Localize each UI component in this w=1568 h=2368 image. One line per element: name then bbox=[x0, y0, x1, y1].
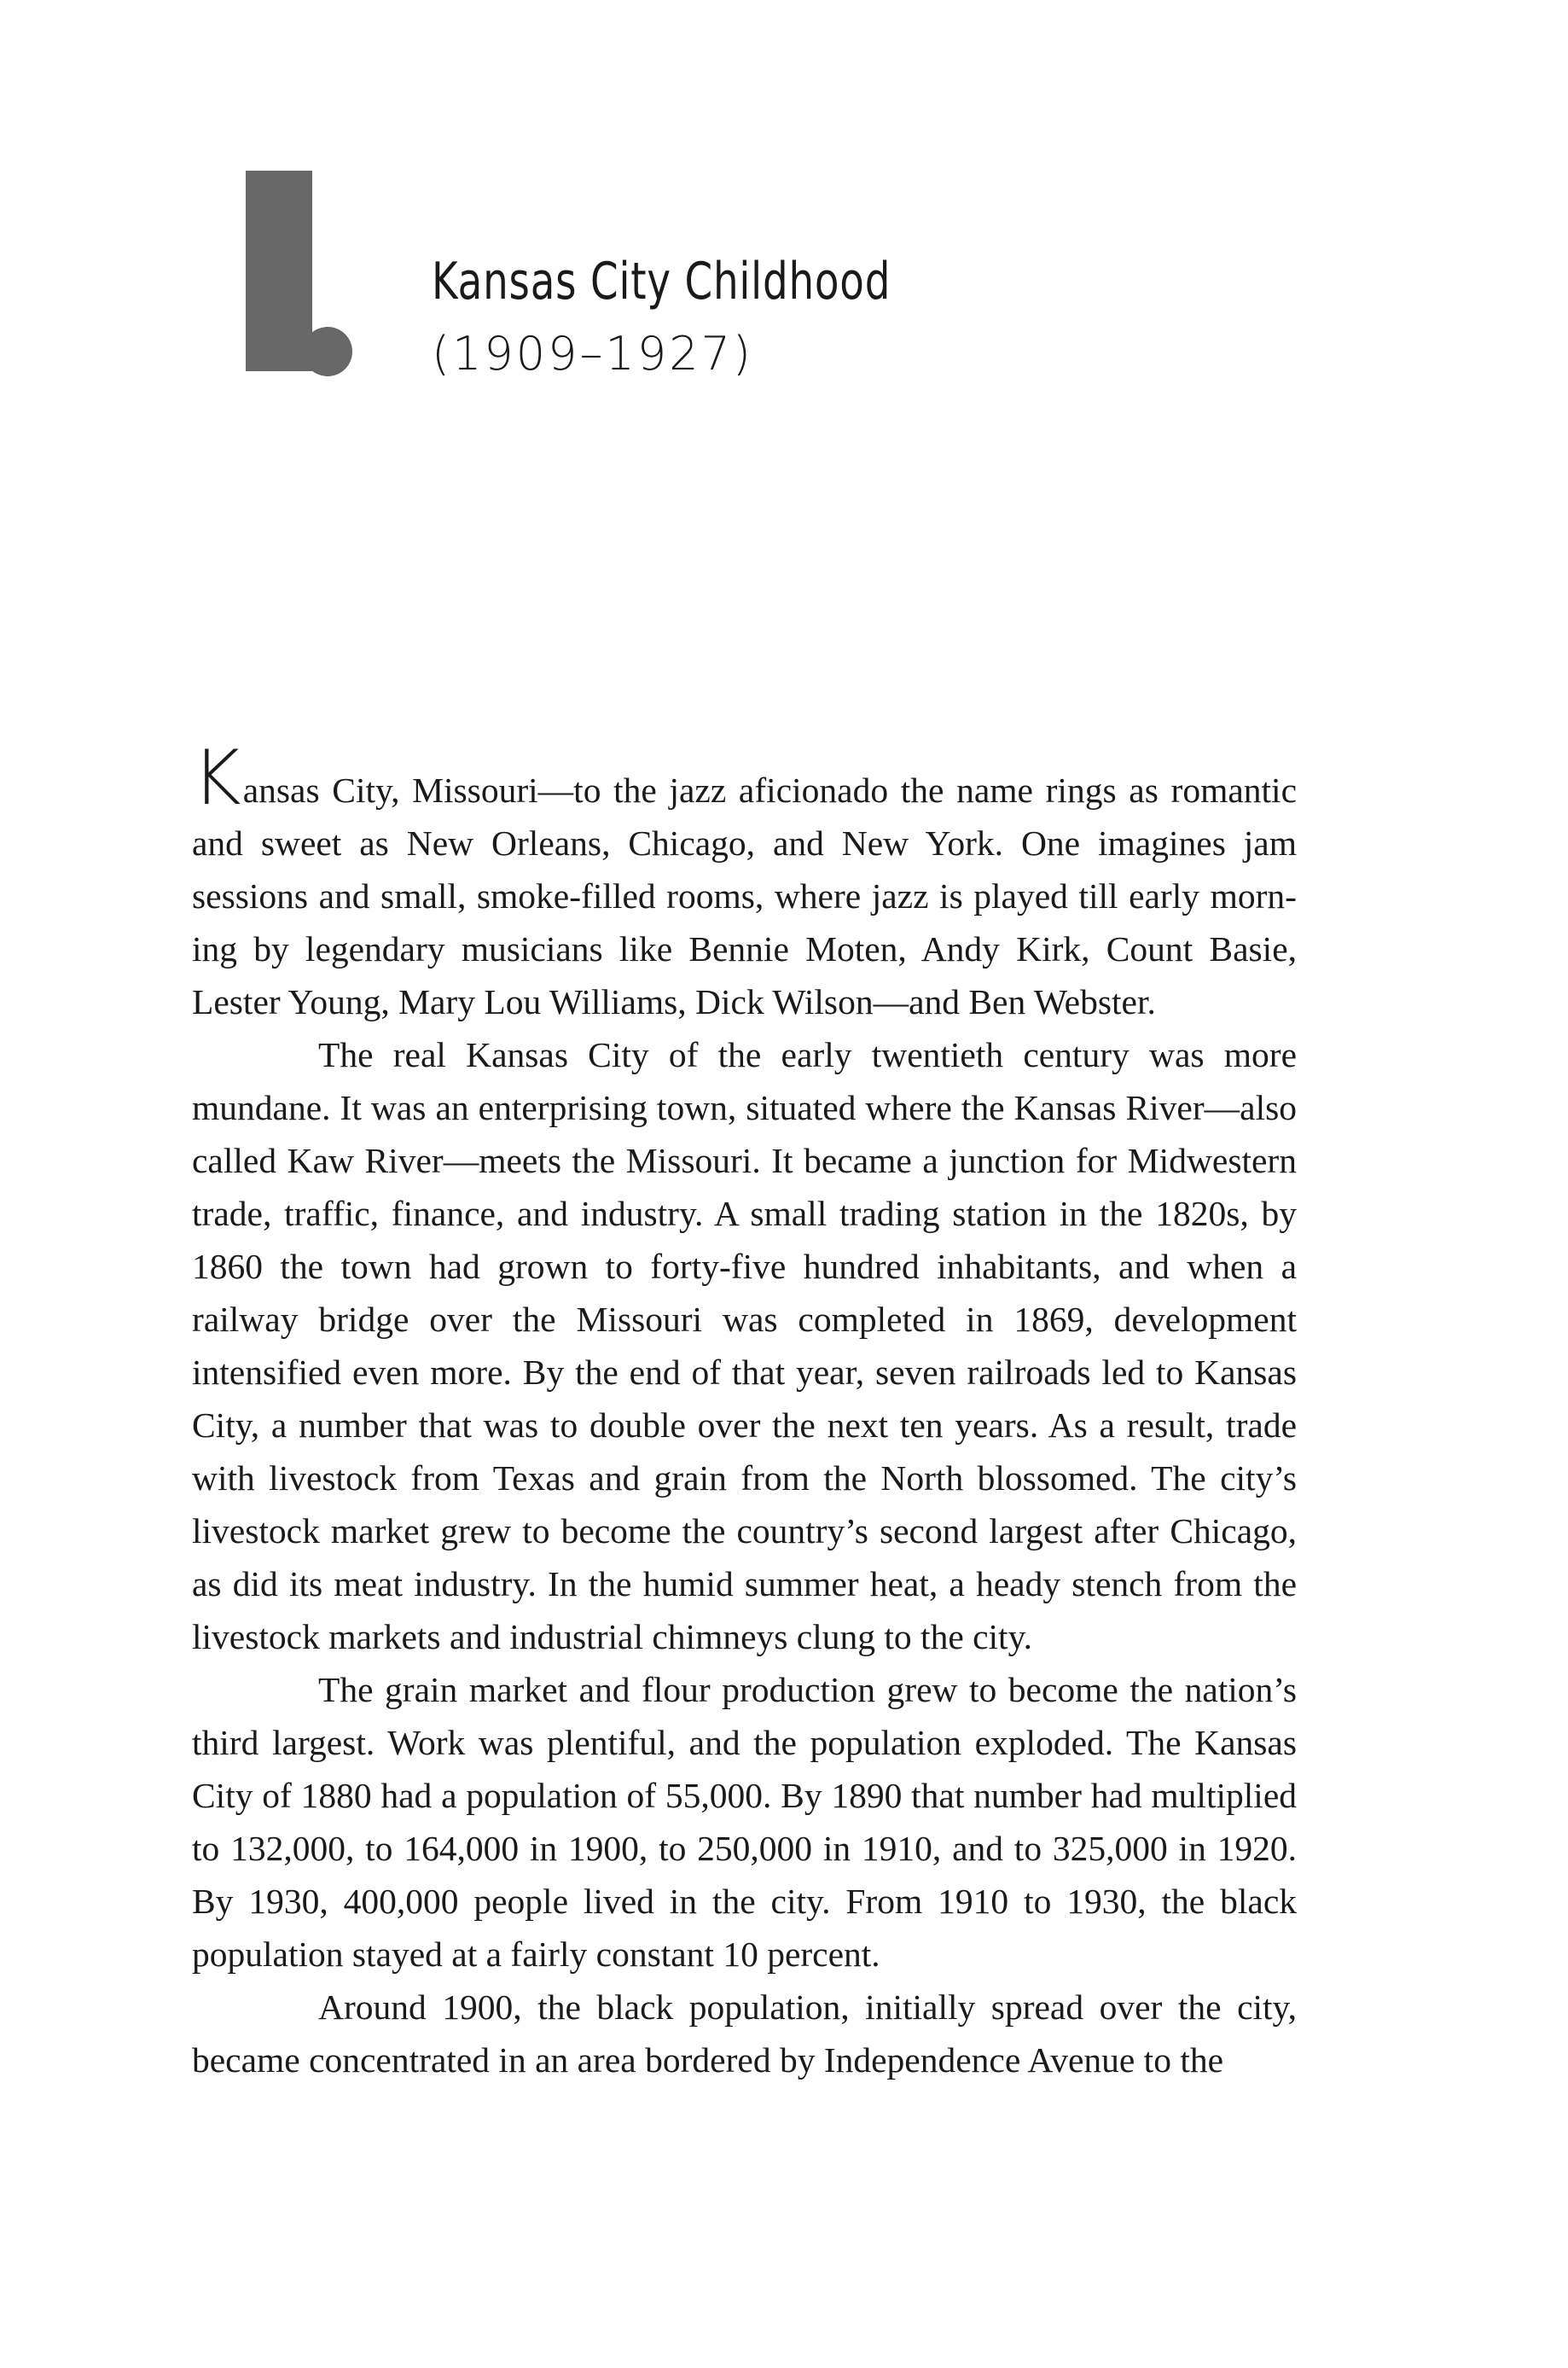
paragraph-2: The real Kansas City of the early twentieth century was more mundane. It was an enterprising town, situated where the Kansas River—also called Kaw River—meets the Missouri. It became a junction for Midwestern trade, traffic, finance, and industry. A small trading station in the 1820s, by 1860 the town had grown to forty-five hundred inhabitants, and when a railway bridge over the Missouri was completed in 1869, development intensified even more. By the end of that year, seven railroads led to Kansas City, a number that was to double over the next ten years. As a result, trade with livestock from Texas and grain from the North blossomed. The city’s livestock market grew to become the country’s second largest after Chicago, as did its meat industry. In the humid summer heat, a heady stench from the livestock markets and industrial chimneys clung to the city. bbox=[192, 1035, 1297, 1656]
drop-cap: K bbox=[192, 734, 241, 822]
paragraph-1 bbox=[192, 734, 1297, 1028]
paragraph-3: The grain market and flour production grew to become the nation’s third largest. Work was plentiful, and the population exploded. The Kansas City of 1880 had a population of 55,000. By 1890 that number had multiplied to 132,000, to 164,000 in 1900, to 250,000 in 1910, and to 325,000 in 1920. By 1930, 400,000 people lived in the city. From 1910 to 1930, the black population stayed at a fairly constant 10 percent. bbox=[192, 1670, 1297, 1974]
chapter-dates: (1909–1927) bbox=[432, 327, 753, 381]
roman-numeral-one-icon bbox=[246, 171, 312, 371]
chapter-title: Kansas City Childhood bbox=[432, 252, 891, 311]
paragraph-4: Around 1900, the black population, initially spread over the city, became concentrated in an area bordered by Independence Avenue to the bbox=[192, 1987, 1297, 2080]
paragraph-1-text: ansas City, Missouri—to the jazz aficionado the name rings as romantic and sweet as New Orleans, Chicago, and New York. One imagines jam sessions and small, smoke-filled rooms, where jazz is played till early morning by legendary musicians like Bennie Moten, Andy Kirk, Count Basie, Lester Young, Mary Lou Williams, Dick Wilson—and Ben Webster. bbox=[192, 771, 1297, 1021]
chapter-body bbox=[192, 734, 1297, 2086]
chapter-number-dot bbox=[303, 327, 352, 376]
